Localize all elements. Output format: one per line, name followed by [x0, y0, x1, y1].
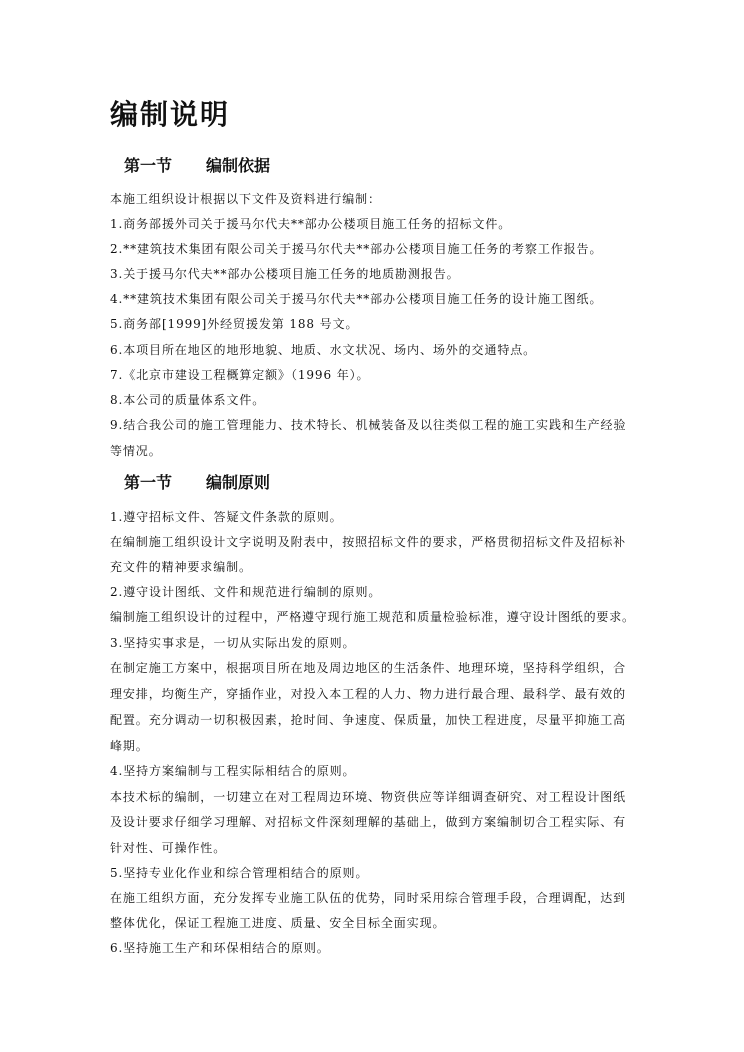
paragraph-line: 及设计要求仔细学习理解、对招标文件深刻理解的基础上，做到方案编制切合工程实际、有 — [110, 815, 627, 829]
paragraph-line: 在制定施工方案中，根据项目所在地及周边地区的生活条件、地理环境，坚持科学组织，合 — [110, 661, 627, 675]
paragraph-line: 等情况。 — [110, 444, 162, 458]
section-heading-principles — [124, 472, 270, 494]
page-title: 编制说明 — [110, 98, 231, 131]
section-title: 编制原则 — [206, 473, 271, 492]
section-number: 第一节 — [124, 156, 173, 175]
section-number: 第一节 — [124, 473, 173, 492]
paragraph-line: 7.《北京市建设工程概算定额》（1996 年）。 — [110, 368, 370, 382]
paragraph-line: 6.坚持施工生产和环保相结合的原则。 — [110, 941, 330, 955]
paragraph-line: 针对性、可操作性。 — [110, 841, 227, 855]
paragraph-line: 3.坚持实事求是，一切从实际出发的原则。 — [110, 636, 356, 650]
paragraph-line: 1.商务部援外司关于援马尔代夫**部办公楼项目施工任务的招标文件。 — [110, 217, 512, 231]
paragraph-line: 2.遵守设计图纸、文件和规范进行编制的原则。 — [110, 585, 382, 599]
paragraph-line: 在编制施工组织设计文字说明及附表中，按照招标文件的要求，严格贯彻招标文件及招标补 — [110, 535, 627, 549]
paragraph-line: 在施工组织方面，充分发挥专业施工队伍的优势，同时采用综合管理手段，合理调配，达到 — [110, 891, 627, 905]
paragraph-line: 配置。充分调动一切积极因素，抢时间、争速度、保质量，加快工程进度，尽量平抑施工高 — [110, 713, 627, 727]
paragraph-line: 3.关于援马尔代夫**部办公楼项目施工任务的地质勘测报告。 — [110, 267, 460, 281]
paragraph-line: 本施工组织设计根据以下文件及资料进行编制： — [110, 192, 381, 206]
paragraph-line: 5.坚持专业化作业和综合管理相结合的原则。 — [110, 866, 369, 880]
paragraph-line: 理安排，均衡生产，穿插作业，对投入本工程的人力、物力进行最合理、最科学、最有效的 — [110, 687, 627, 701]
paragraph-line: 峰期。 — [110, 739, 149, 753]
paragraph-line: 9.结合我公司的施工管理能力、技术特长、机械装备及以往类似工程的施工实践和生产经验 — [110, 418, 627, 432]
paragraph-line: 充文件的精神要求编制。 — [110, 560, 252, 574]
paragraph-line: 整体优化，保证工程施工进度、质量、安全目标全面实现。 — [110, 916, 446, 930]
paragraph-line: 8.本公司的质量体系文件。 — [110, 393, 266, 407]
paragraph-line: 1.遵守招标文件、答疑文件条款的原则。 — [110, 510, 343, 524]
paragraph-line: 本技术标的编制，一切建立在对工程周边环境、物资供应等详细调查研究、对工程设计图纸 — [110, 790, 627, 804]
paragraph-line: 6.本项目所在地区的地形地貌、地质、水文状况、场内、场外的交通特点。 — [110, 343, 537, 357]
section-heading-basis — [124, 155, 270, 177]
section-title: 编制依据 — [206, 156, 271, 175]
paragraph-line: 4.坚持方案编制与工程实际相结合的原则。 — [110, 764, 356, 778]
paragraph-line: 编制施工组织设计的过程中，严格遵守现行施工规范和质量检验标准，遵守设计图纸的要求。 — [110, 610, 635, 624]
paragraph-line: 4.**建筑技术集团有限公司关于援马尔代夫**部办公楼项目施工任务的设计施工图纸。 — [110, 292, 603, 306]
paragraph-line: 2.**建筑技术集团有限公司关于援马尔代夫**部办公楼项目施工任务的考察工作报告。 — [110, 242, 603, 256]
paragraph-line: 5.商务部[1999]外经贸援发第 188 号文。 — [110, 317, 359, 331]
